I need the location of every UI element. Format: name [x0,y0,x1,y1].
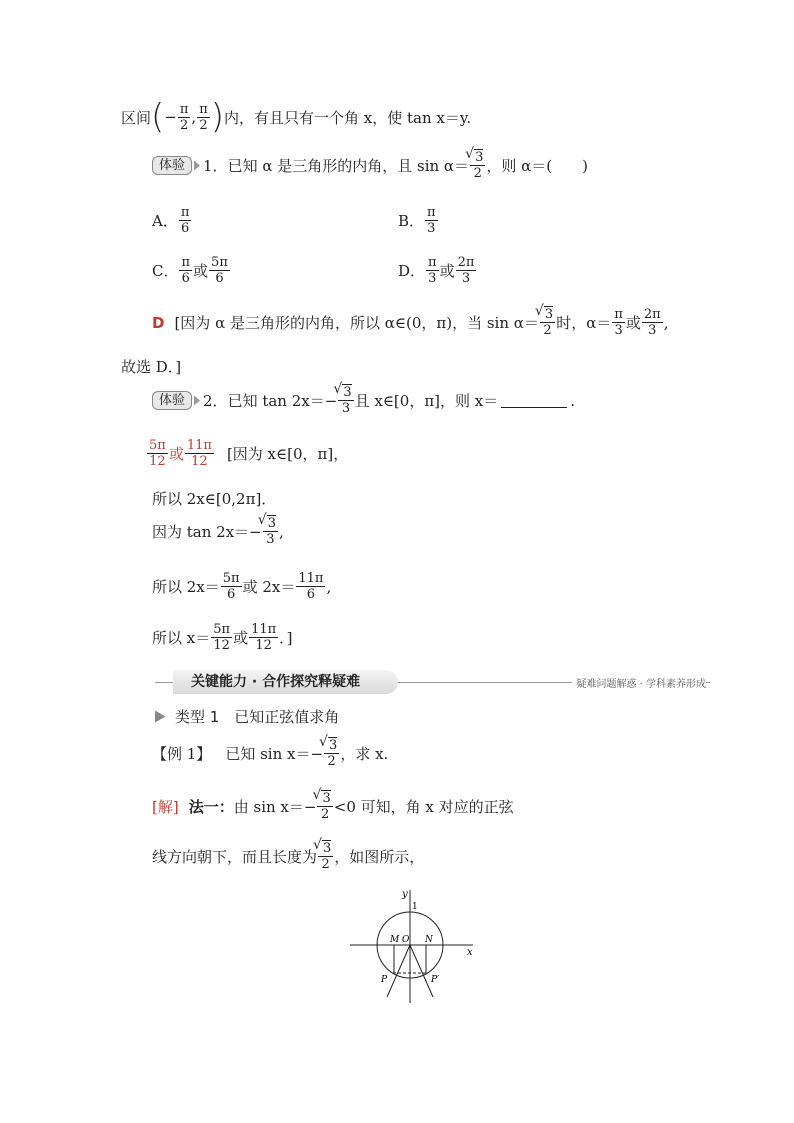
frac-num: π [179,101,189,117]
solution-tag: [解] [152,798,179,816]
comma: , [191,108,197,126]
fraction [324,738,339,769]
frac-den: 2 [327,754,336,769]
frac-num [263,516,278,532]
fraction [209,255,230,286]
section-header [155,670,710,694]
frac-den: 3 [341,401,351,416]
frac-den: 2 [321,857,330,872]
fraction [147,438,168,469]
fraction [211,622,232,653]
one-label: 1 [412,902,418,912]
frac-den: 12 [149,454,166,469]
sqrt: √ 3 [321,790,330,806]
frac-num: 11π [298,571,324,586]
option-a [152,205,192,236]
method-label: 法一： [188,798,234,816]
frac-den: 2 [543,323,552,338]
question-text-post: 且 x∈[0，π]，则 x＝ [354,392,499,410]
comma: , [279,522,284,541]
section-subtitle: 疑难问题解惑 · 学科素养形成 [572,675,706,690]
answer-blank [501,393,567,408]
fraction [318,841,333,872]
fraction [263,516,278,547]
frac-den: 3 [427,221,436,236]
frac-num: 11π [186,438,212,453]
option-d [398,255,477,286]
frac-num: π [614,307,623,322]
answer-2 [146,438,348,469]
frac-den: 12 [213,638,230,653]
frac-num: π [180,205,190,220]
solution-line-2 [152,841,424,872]
option-label: B． [398,212,425,230]
solution-text: 由 sin x＝− [233,798,317,816]
frac-num [338,385,353,401]
frac-den: 6 [181,271,190,286]
frac-num [540,307,555,323]
fraction [179,205,192,236]
frac-num: 5π [213,622,231,637]
question-number: 1． [203,157,228,175]
fraction [456,255,477,286]
frac-den: 6 [306,587,316,602]
example-label: 【例 1】 [152,745,212,763]
fraction [426,255,439,286]
question-text: 已知 α 是三角形的内角，且 sin α＝ [227,157,470,175]
answer-2-line-3 [152,516,284,547]
fraction [178,102,191,133]
experience-badge: 体验 [152,391,192,410]
comma: , [326,577,332,596]
example-1 [152,738,388,769]
question-2 [152,385,575,416]
frac-num: π [427,205,436,220]
y-label: y [402,889,408,900]
frac-den: 2 [320,807,330,822]
frac-num: 5π [211,255,228,270]
solution-line-1 [152,791,514,822]
frac-den: 3 [648,323,657,338]
fraction [179,255,192,286]
triangle-marker-icon [152,709,167,724]
answer-2-line-2: 所以 2x∈[0,2π]． [152,490,277,508]
fraction [197,102,210,133]
frac-num [470,150,485,166]
frac-den: 3 [461,271,471,286]
or-text: 或 [233,629,249,647]
question-text: 已知 tan 2x＝− [227,392,338,410]
option-label: C． [152,262,179,280]
fraction [249,622,278,653]
n-label: N [425,935,433,945]
period: . [570,391,576,410]
solution-text-post: <0 可知，角 x 对应的正弦 [333,798,514,816]
answer-1-end: 故选 D．] [121,358,182,376]
type-label: 类型 1 已知正弦值求角 [175,708,340,726]
option-c [152,255,231,286]
badge-arrow-icon [194,396,200,406]
frac-den: 3 [428,271,437,286]
type-heading [152,706,339,727]
answer-2-line-4 [152,571,331,602]
frac-den: 6 [215,271,224,286]
answer-letter: D [152,313,165,332]
frac-num: 11π [251,622,277,637]
p-label: P [381,975,388,985]
answer-text: [因为 x∈[0，π]， [226,445,349,463]
answer-text-mid: 时，α＝ [556,314,612,332]
solution-text-post: ，如图所示， [334,848,425,866]
experience-badge: 体验 [152,156,192,175]
fraction [296,571,325,602]
question-1 [152,150,588,181]
frac-den: 12 [191,454,208,469]
frac-den: 2 [199,117,208,133]
x-label: x [467,947,473,958]
p-prime-label: P′ [431,975,440,985]
o-label: O [402,935,410,945]
or-text: 或 [193,262,209,280]
example-text: 已知 sin x＝− [225,745,324,763]
option-b [398,205,439,236]
answer-2-line-5 [152,622,293,653]
fraction [425,205,438,236]
option-label: D． [398,262,426,280]
frac-num: π [428,255,437,270]
frac-den: 6 [227,587,236,602]
frac-num: π [199,101,208,117]
unit-circle-figure [345,885,480,1005]
m-label: M [390,935,400,945]
frac-num: π [181,255,191,270]
sqrt: √ 3 [267,515,276,531]
fraction [317,791,332,822]
frac-num: 5π [222,571,240,586]
or-text: 或 [439,262,455,280]
or-text: 或 [625,314,641,332]
frac-num [324,738,339,754]
frac-num [317,791,332,807]
frac-den: 3 [614,323,623,338]
answer-text: 所以 2x＝ [152,578,220,596]
frac-num [318,841,333,857]
answer-text: 所以 x＝ [152,629,211,647]
answer-text: [因为 α 是三角形的内角，所以 α∈(0，π)，当 sin α＝ [174,314,539,332]
frac-den: 6 [180,221,190,236]
or-text: 或 [168,445,184,463]
question-number: 2． [203,392,228,410]
answer-1 [152,307,669,338]
frac-num: 5π [149,438,166,453]
left-paren: ( [151,97,165,137]
fraction [612,307,625,338]
fraction [642,307,663,338]
solution-text: 线方向朝下，而且长度为 [152,848,318,866]
fraction [185,438,214,469]
frac-num: 2π [643,307,661,322]
minus-sign: − [164,108,177,126]
sqrt: √ 3 [544,306,553,322]
fraction [540,307,555,338]
interval-line [121,97,472,137]
frac-num: 2π [457,255,475,270]
interval-text-post: 内，有且只有一个角 x，使 tan x＝y. [224,108,472,127]
frac-den: 12 [255,638,272,653]
example-text-post: ，求 x. [340,745,389,763]
comma: , [663,313,669,332]
sqrt: √ 3 [322,840,331,856]
sqrt: √ 3 [342,384,351,400]
sqrt: √ 3 [474,149,483,165]
right-paren: ) [210,97,224,137]
answer-end: ．] [279,629,293,647]
answer-text: 因为 tan 2x＝− [152,523,262,541]
question-text-post: ，则 α＝( ) [486,157,588,175]
fraction [221,571,242,602]
fraction [470,150,485,181]
option-label: A． [152,212,178,230]
frac-den: 2 [179,117,189,133]
fraction [338,385,353,416]
interval-text: 区间 [121,108,152,127]
section-title: 关键能力 · 合作探究释疑难 [173,670,398,694]
sqrt: √ 3 [328,737,337,753]
or-text: 或 2x＝ [242,578,296,596]
frac-den: 3 [266,532,275,547]
badge-arrow-icon [194,161,200,171]
frac-den: 2 [473,166,482,181]
